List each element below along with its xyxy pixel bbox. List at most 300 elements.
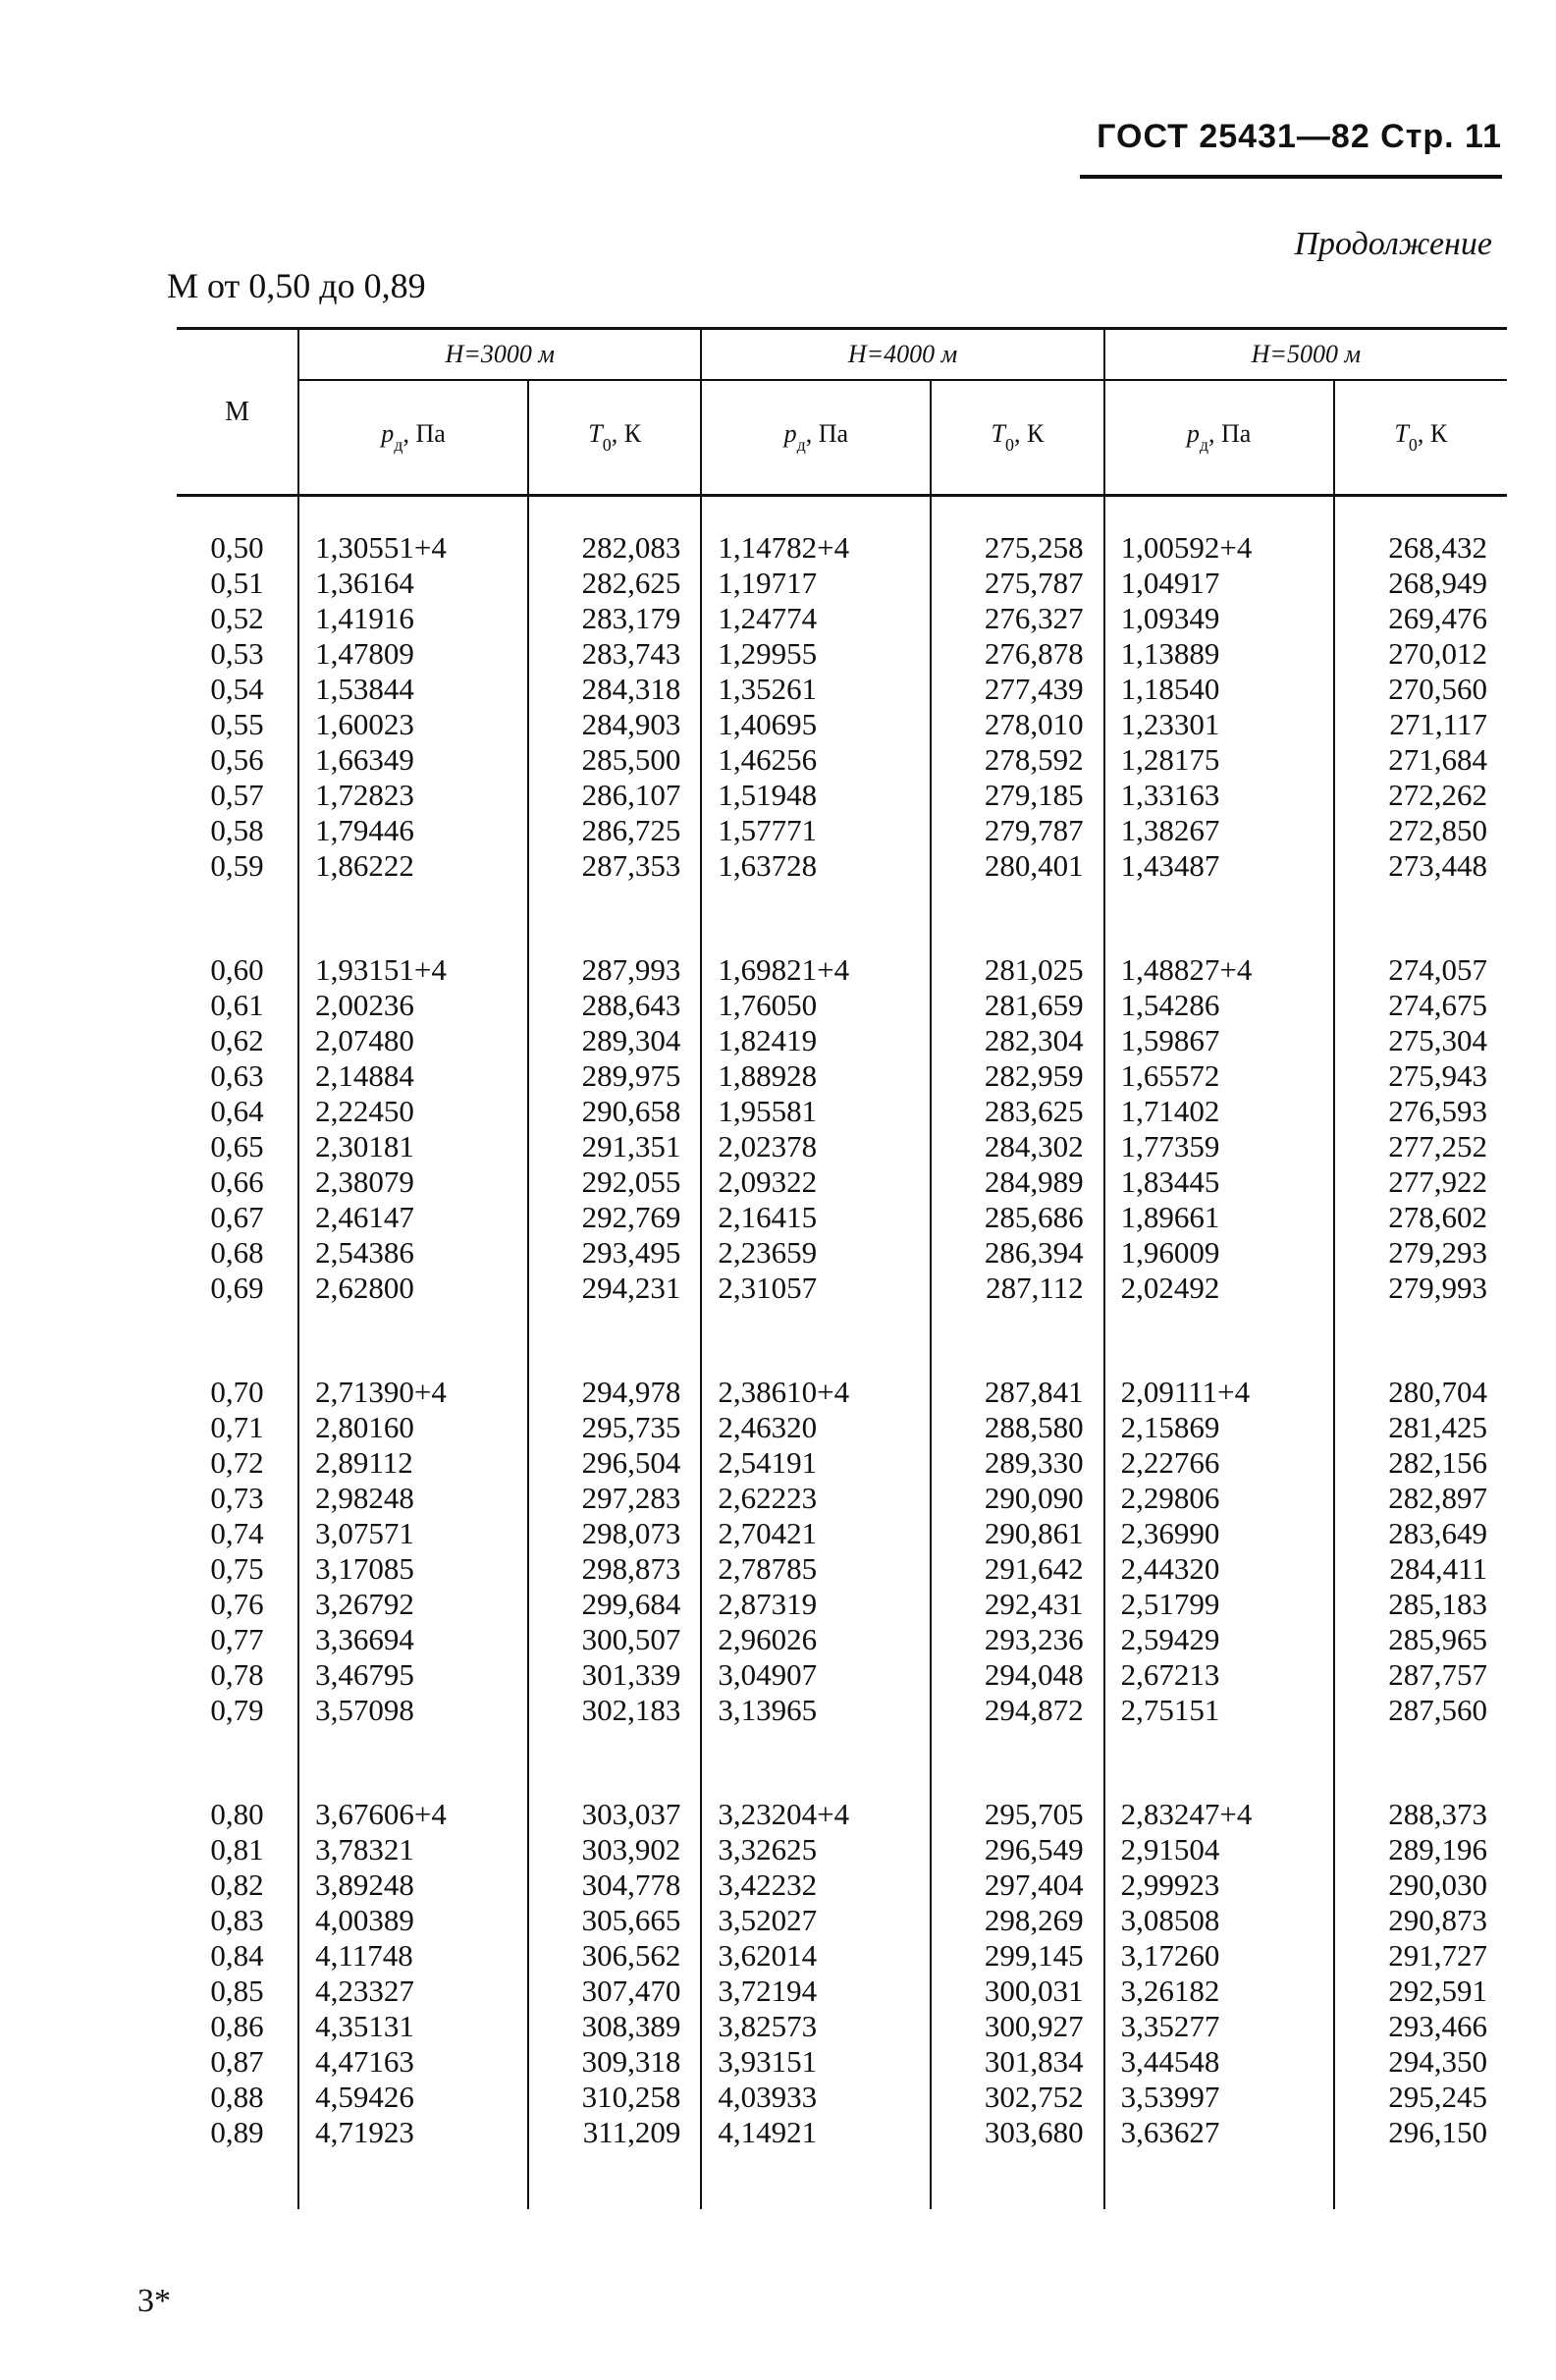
table-body — [177, 496, 1507, 2210]
temperature-cell: 283,649 — [1334, 1516, 1507, 1551]
pressure-cell: 1,14782+4 — [701, 496, 931, 567]
pressure-cell: 2,87319 — [701, 1587, 931, 1622]
table-row — [177, 566, 1507, 601]
table-row — [177, 1271, 1507, 1306]
table-row — [177, 1058, 1507, 1094]
temperature-cell: 284,989 — [931, 1164, 1103, 1200]
mach-cell: 0,86 — [210, 2009, 264, 2043]
page-number: 3* — [137, 2283, 171, 2319]
temperature-cell: 282,897 — [1334, 1481, 1507, 1516]
temperature-cell: 302,752 — [931, 2080, 1103, 2115]
pressure-cell: 3,32625 — [701, 1832, 931, 1867]
pressure-cell: 2,54191 — [701, 1445, 931, 1481]
temperature-cell: 297,283 — [528, 1481, 701, 1516]
temperature-cell: 272,262 — [1334, 778, 1507, 813]
temperature-cell: 298,073 — [528, 1516, 701, 1551]
temperature-cell: 299,684 — [528, 1587, 701, 1622]
pressure-cell: 2,62223 — [701, 1481, 931, 1516]
table-row — [177, 742, 1507, 778]
mach-cell: 0,68 — [210, 1235, 264, 1270]
mach-cell: 0,65 — [210, 1129, 264, 1163]
temperature-cell: 274,675 — [1334, 988, 1507, 1023]
temperature-cell: 284,318 — [528, 672, 701, 707]
pressure-cell: 2,54386 — [298, 1235, 528, 1271]
temperature-cell: 292,431 — [931, 1587, 1103, 1622]
temperature-cell: 275,304 — [1334, 1023, 1507, 1058]
mach-column-header: М — [177, 329, 298, 496]
pressure-cell: 3,67606+4 — [298, 1797, 528, 1832]
mach-cell: 0,52 — [210, 601, 264, 635]
temperature-cell: 271,117 — [1334, 707, 1507, 742]
mach-cell: 0,84 — [210, 1938, 264, 1973]
temperature-cell: 288,643 — [528, 988, 701, 1023]
temperature-cell: 311,209 — [528, 2115, 701, 2150]
pressure-cell: 2,80160 — [298, 1410, 528, 1445]
temperature-cell: 276,878 — [931, 636, 1103, 672]
pressure-cell: 4,71923 — [298, 2115, 528, 2150]
table-bottom-spacer — [177, 2150, 1507, 2209]
pressure-cell: 4,11748 — [298, 1938, 528, 1974]
temperature-cell: 279,185 — [931, 778, 1103, 813]
pressure-cell: 3,44548 — [1104, 2044, 1334, 2080]
temperature-cell: 277,439 — [931, 672, 1103, 707]
pressure-cell: 1,66349 — [298, 742, 528, 778]
pressure-cell: 1,82419 — [701, 1023, 931, 1058]
pressure-cell: 1,95581 — [701, 1094, 931, 1129]
table-row — [177, 1023, 1507, 1058]
temperature-cell: 268,432 — [1334, 496, 1507, 567]
pressure-cell: 1,30551+4 — [298, 496, 528, 567]
temperature-cell: 293,466 — [1334, 2009, 1507, 2044]
mach-cell: 0,57 — [210, 778, 264, 812]
temperature-cell: 272,850 — [1334, 813, 1507, 848]
temperature-cell: 274,057 — [1334, 952, 1507, 988]
table-row — [177, 1974, 1507, 2009]
pressure-cell: 2,15869 — [1104, 1410, 1334, 1445]
pressure-cell: 1,89661 — [1104, 1200, 1334, 1235]
temperature-cell: 294,231 — [528, 1271, 701, 1306]
mach-cell: 0,64 — [210, 1094, 264, 1128]
pressure-cell: 3,04907 — [701, 1657, 931, 1693]
temperature-cell: 290,873 — [1334, 1903, 1507, 1938]
temperature-cell: 295,705 — [931, 1797, 1103, 1832]
pressure-cell: 2,75151 — [1104, 1693, 1334, 1728]
temperature-cell: 300,507 — [528, 1622, 701, 1657]
pressure-cell: 1,09349 — [1104, 601, 1334, 636]
temperature-cell: 288,580 — [931, 1410, 1103, 1445]
table-row — [177, 672, 1507, 707]
table-row — [177, 1832, 1507, 1867]
mach-cell: 0,58 — [210, 813, 264, 847]
table-row — [177, 1375, 1507, 1410]
temperature-cell: 283,179 — [528, 601, 701, 636]
temperature-cell: 278,010 — [931, 707, 1103, 742]
pressure-cell: 3,57098 — [298, 1693, 528, 1728]
temperature-cell: 287,993 — [528, 952, 701, 988]
pressure-cell: 1,57771 — [701, 813, 931, 848]
temperature-cell: 285,686 — [931, 1200, 1103, 1235]
pressure-cell: 2,30181 — [298, 1129, 528, 1164]
table-row — [177, 1481, 1507, 1516]
pressure-cell: 1,36164 — [298, 566, 528, 601]
pressure-cell: 4,00389 — [298, 1903, 528, 1938]
pressure-cell: 2,16415 — [701, 1200, 931, 1235]
pressure-cell: 3,42232 — [701, 1867, 931, 1903]
table-row — [177, 1903, 1507, 1938]
pressure-cell: 1,41916 — [298, 601, 528, 636]
pressure-cell: 1,24774 — [701, 601, 931, 636]
temperature-cell: 294,872 — [931, 1693, 1103, 1728]
pressure-cell: 4,23327 — [298, 1974, 528, 2009]
pressure-cell: 2,29806 — [1104, 1481, 1334, 1516]
pressure-cell: 4,59426 — [298, 2080, 528, 2115]
pressure-cell: 3,17085 — [298, 1551, 528, 1587]
temperature-cell: 293,236 — [931, 1622, 1103, 1657]
temperature-cell: 284,302 — [931, 1129, 1103, 1164]
table-row — [177, 1445, 1507, 1481]
temperature-header: $T_0$, К — [1334, 380, 1507, 496]
pressure-cell: 3,07571 — [298, 1516, 528, 1551]
page-header-title: ГОСТ 25431—82 Стр. 11 — [1097, 118, 1502, 155]
temperature-cell: 310,258 — [528, 2080, 701, 2115]
temperature-cell: 289,330 — [931, 1445, 1103, 1481]
pressure-cell: 1,71402 — [1104, 1094, 1334, 1129]
table-row — [177, 2009, 1507, 2044]
table-row — [177, 952, 1507, 988]
pressure-cell: 2,70421 — [701, 1516, 931, 1551]
mach-cell: 0,88 — [210, 2080, 264, 2114]
pressure-cell: 1,40695 — [701, 707, 931, 742]
table-row — [177, 636, 1507, 672]
temperature-cell: 292,769 — [528, 1200, 701, 1235]
mach-cell: 0,59 — [210, 848, 264, 883]
mach-cell: 0,60 — [210, 952, 264, 987]
temperature-cell: 280,401 — [931, 848, 1103, 884]
mach-cell: 0,66 — [210, 1164, 264, 1199]
pressure-cell: 1,54286 — [1104, 988, 1334, 1023]
pressure-cell: 2,89112 — [298, 1445, 528, 1481]
pressure-cell: 2,59429 — [1104, 1622, 1334, 1657]
temperature-cell: 284,903 — [528, 707, 701, 742]
pressure-cell: 1,88928 — [701, 1058, 931, 1094]
pressure-cell: 2,07480 — [298, 1023, 528, 1058]
mach-cell: 0,76 — [210, 1587, 264, 1621]
temperature-cell: 270,560 — [1334, 672, 1507, 707]
pressure-cell: 2,91504 — [1104, 1832, 1334, 1867]
pressure-cell: 4,14921 — [701, 2115, 931, 2150]
temperature-cell: 293,495 — [528, 1235, 701, 1271]
mach-cell: 0,81 — [210, 1832, 264, 1866]
temperature-cell: 283,625 — [931, 1094, 1103, 1129]
mach-cell: 0,71 — [210, 1410, 264, 1444]
temperature-cell: 268,949 — [1334, 566, 1507, 601]
altitude-header-4000: H=4000 м — [701, 329, 1103, 381]
table-row — [177, 1516, 1507, 1551]
temperature-header: $T_0$, К — [528, 380, 701, 496]
temperature-header: $T_0$, К — [931, 380, 1103, 496]
mach-cell: 0,69 — [210, 1271, 264, 1305]
table-row — [177, 2080, 1507, 2115]
pressure-cell: 3,13965 — [701, 1693, 931, 1728]
pressure-cell: 1,63728 — [701, 848, 931, 884]
temperature-cell: 275,258 — [931, 496, 1103, 567]
temperature-cell: 278,592 — [931, 742, 1103, 778]
pressure-header: $p_д$, Па — [1104, 380, 1334, 496]
pressure-cell: 1,19717 — [701, 566, 931, 601]
pressure-cell: 1,86222 — [298, 848, 528, 884]
temperature-cell: 270,012 — [1334, 636, 1507, 672]
header-rule — [1080, 175, 1502, 179]
pressure-cell: 2,22766 — [1104, 1445, 1334, 1481]
pressure-cell: 3,63627 — [1104, 2115, 1334, 2150]
pressure-cell: 1,33163 — [1104, 778, 1334, 813]
pressure-cell: 3,46795 — [298, 1657, 528, 1693]
pressure-cell: 4,03933 — [701, 2080, 931, 2115]
mach-cell: 0,63 — [210, 1058, 264, 1093]
mach-cell: 0,54 — [210, 672, 264, 706]
pressure-cell: 1,23301 — [1104, 707, 1334, 742]
mach-cell: 0,77 — [210, 1622, 264, 1656]
temperature-cell: 290,861 — [931, 1516, 1103, 1551]
mach-cell: 0,87 — [210, 2044, 264, 2079]
temperature-cell: 278,602 — [1334, 1200, 1507, 1235]
pressure-cell: 1,60023 — [298, 707, 528, 742]
pressure-cell: 3,93151 — [701, 2044, 931, 2080]
table-row — [177, 813, 1507, 848]
temperature-cell: 300,031 — [931, 1974, 1103, 2009]
temperature-cell: 275,943 — [1334, 1058, 1507, 1094]
table-row — [177, 1797, 1507, 1832]
temperature-cell: 294,048 — [931, 1657, 1103, 1693]
table-row — [177, 1587, 1507, 1622]
pressure-cell: 2,96026 — [701, 1622, 931, 1657]
pressure-cell: 3,52027 — [701, 1903, 931, 1938]
temperature-cell: 279,787 — [931, 813, 1103, 848]
mach-cell: 0,89 — [210, 2115, 264, 2149]
temperature-cell: 288,373 — [1334, 1797, 1507, 1832]
pressure-cell: 1,96009 — [1104, 1235, 1334, 1271]
pressure-cell: 2,22450 — [298, 1094, 528, 1129]
temperature-cell: 282,959 — [931, 1058, 1103, 1094]
pressure-cell: 2,38610+4 — [701, 1375, 931, 1410]
pressure-cell: 2,99923 — [1104, 1867, 1334, 1903]
temperature-cell: 303,037 — [528, 1797, 701, 1832]
temperature-cell: 301,834 — [931, 2044, 1103, 2080]
mach-cell: 0,78 — [210, 1657, 264, 1692]
temperature-cell: 292,055 — [528, 1164, 701, 1200]
mach-cell: 0,67 — [210, 1200, 264, 1234]
temperature-cell: 286,725 — [528, 813, 701, 848]
table-row — [177, 1867, 1507, 1903]
table-row — [177, 2044, 1507, 2080]
temperature-cell: 282,625 — [528, 566, 701, 601]
temperature-cell: 304,778 — [528, 1867, 701, 1903]
table-row — [177, 1551, 1507, 1587]
pressure-cell: 2,71390+4 — [298, 1375, 528, 1410]
temperature-cell: 292,591 — [1334, 1974, 1507, 2009]
mach-cell: 0,70 — [210, 1375, 264, 1409]
pressure-cell: 1,04917 — [1104, 566, 1334, 601]
mach-cell: 0,61 — [210, 988, 264, 1022]
temperature-cell: 291,642 — [931, 1551, 1103, 1587]
temperature-cell: 302,183 — [528, 1693, 701, 1728]
pressure-cell: 2,38079 — [298, 1164, 528, 1200]
pressure-cell: 2,44320 — [1104, 1551, 1334, 1587]
pressure-cell: 3,72194 — [701, 1974, 931, 2009]
pressure-cell: 1,59867 — [1104, 1023, 1334, 1058]
table-row — [177, 1164, 1507, 1200]
pressure-cell: 1,47809 — [298, 636, 528, 672]
table-row — [177, 1622, 1507, 1657]
pressure-cell: 2,46147 — [298, 1200, 528, 1235]
temperature-cell: 305,665 — [528, 1903, 701, 1938]
pressure-cell: 4,35131 — [298, 2009, 528, 2044]
temperature-cell: 290,658 — [528, 1094, 701, 1129]
temperature-cell: 294,978 — [528, 1375, 701, 1410]
pressure-cell: 2,83247+4 — [1104, 1797, 1334, 1832]
pressure-cell: 1,35261 — [701, 672, 931, 707]
pressure-cell: 3,89248 — [298, 1867, 528, 1903]
group-spacer — [177, 884, 1507, 952]
mach-cell: 0,72 — [210, 1445, 264, 1480]
pressure-cell: 1,43487 — [1104, 848, 1334, 884]
mach-cell: 0,51 — [210, 566, 264, 600]
table-row — [177, 1094, 1507, 1129]
pressure-cell: 3,78321 — [298, 1832, 528, 1867]
mach-cell: 0,50 — [210, 530, 264, 565]
pressure-header: $p_д$, Па — [298, 380, 528, 496]
pressure-cell: 1,65572 — [1104, 1058, 1334, 1094]
mach-cell: 0,56 — [210, 742, 264, 777]
temperature-cell: 277,252 — [1334, 1129, 1507, 1164]
pressure-cell: 3,62014 — [701, 1938, 931, 1974]
temperature-cell: 290,090 — [931, 1481, 1103, 1516]
temperature-cell: 286,107 — [528, 778, 701, 813]
mach-cell: 0,80 — [210, 1797, 264, 1831]
temperature-cell: 287,560 — [1334, 1693, 1507, 1728]
temperature-cell: 286,394 — [931, 1235, 1103, 1271]
pressure-cell: 2,02492 — [1104, 1271, 1334, 1306]
pressure-cell: 4,47163 — [298, 2044, 528, 2080]
temperature-cell: 301,339 — [528, 1657, 701, 1693]
group-spacer — [177, 1728, 1507, 1797]
pressure-cell: 1,13889 — [1104, 636, 1334, 672]
pressure-cell: 1,72823 — [298, 778, 528, 813]
temperature-cell: 295,735 — [528, 1410, 701, 1445]
temperature-cell: 287,757 — [1334, 1657, 1507, 1693]
temperature-cell: 284,411 — [1334, 1551, 1507, 1587]
pressure-cell: 2,46320 — [701, 1410, 931, 1445]
temperature-cell: 281,425 — [1334, 1410, 1507, 1445]
temperature-cell: 303,680 — [931, 2115, 1103, 2150]
atmosphere-table — [177, 327, 1507, 2209]
mach-cell: 0,73 — [210, 1481, 264, 1515]
table-row — [177, 1938, 1507, 1974]
table-row — [177, 1200, 1507, 1235]
temperature-cell: 276,327 — [931, 601, 1103, 636]
table-row — [177, 1657, 1507, 1693]
temperature-cell: 281,025 — [931, 952, 1103, 988]
temperature-cell: 275,787 — [931, 566, 1103, 601]
pressure-cell: 1,46256 — [701, 742, 931, 778]
pressure-cell: 2,31057 — [701, 1271, 931, 1306]
mach-range-label: М от 0,50 до 0,89 — [167, 266, 426, 305]
temperature-cell: 289,304 — [528, 1023, 701, 1058]
pressure-cell: 1,38267 — [1104, 813, 1334, 848]
temperature-cell: 296,504 — [528, 1445, 701, 1481]
table-row — [177, 496, 1507, 567]
temperature-cell: 281,659 — [931, 988, 1103, 1023]
temperature-cell: 307,470 — [528, 1974, 701, 2009]
temperature-cell: 279,993 — [1334, 1271, 1507, 1306]
temperature-cell: 287,112 — [931, 1271, 1103, 1306]
mach-cell: 0,79 — [210, 1693, 264, 1727]
pressure-cell: 3,26182 — [1104, 1974, 1334, 2009]
altitude-header-5000: H=5000 м — [1104, 329, 1507, 381]
table-row — [177, 1693, 1507, 1728]
pressure-cell: 2,62800 — [298, 1271, 528, 1306]
temperature-cell: 283,743 — [528, 636, 701, 672]
mach-cell: 0,55 — [210, 707, 264, 741]
temperature-cell: 306,562 — [528, 1938, 701, 1974]
temperature-cell: 300,927 — [931, 2009, 1103, 2044]
temperature-cell: 299,145 — [931, 1938, 1103, 1974]
pressure-cell: 2,98248 — [298, 1481, 528, 1516]
table-row — [177, 1129, 1507, 1164]
pressure-header: $p_д$, Па — [701, 380, 931, 496]
pressure-cell: 1,48827+4 — [1104, 952, 1334, 988]
temperature-cell: 285,500 — [528, 742, 701, 778]
temperature-cell: 282,083 — [528, 496, 701, 567]
temperature-cell: 287,353 — [528, 848, 701, 884]
temperature-cell: 308,389 — [528, 2009, 701, 2044]
table-row — [177, 848, 1507, 884]
continuation-label: Продолжение — [1294, 226, 1492, 262]
pressure-cell: 3,36694 — [298, 1622, 528, 1657]
mach-cell: 0,53 — [210, 636, 264, 671]
temperature-cell: 296,150 — [1334, 2115, 1507, 2150]
pressure-cell: 3,23204+4 — [701, 1797, 931, 1832]
temperature-cell: 294,350 — [1334, 2044, 1507, 2080]
temperature-cell: 309,318 — [528, 2044, 701, 2080]
temperature-cell: 271,684 — [1334, 742, 1507, 778]
temperature-cell: 291,351 — [528, 1129, 701, 1164]
pressure-cell: 1,79446 — [298, 813, 528, 848]
temperature-cell: 282,156 — [1334, 1445, 1507, 1481]
pressure-cell: 1,76050 — [701, 988, 931, 1023]
temperature-cell: 282,304 — [931, 1023, 1103, 1058]
temperature-cell: 285,965 — [1334, 1622, 1507, 1657]
pressure-cell: 2,67213 — [1104, 1657, 1334, 1693]
table-row — [177, 988, 1507, 1023]
mach-cell: 0,82 — [210, 1867, 264, 1902]
temperature-cell: 273,448 — [1334, 848, 1507, 884]
pressure-cell: 1,77359 — [1104, 1129, 1334, 1164]
pressure-cell: 1,51948 — [701, 778, 931, 813]
pressure-cell: 2,23659 — [701, 1235, 931, 1271]
temperature-cell: 276,593 — [1334, 1094, 1507, 1129]
table-row — [177, 778, 1507, 813]
pressure-cell: 3,35277 — [1104, 2009, 1334, 2044]
temperature-cell: 280,704 — [1334, 1375, 1507, 1410]
table-row — [177, 601, 1507, 636]
temperature-cell: 291,727 — [1334, 1938, 1507, 1974]
temperature-cell: 269,476 — [1334, 601, 1507, 636]
mach-cell: 0,75 — [210, 1551, 264, 1586]
temperature-cell: 298,873 — [528, 1551, 701, 1587]
pressure-cell: 3,08508 — [1104, 1903, 1334, 1938]
pressure-cell: 2,00236 — [298, 988, 528, 1023]
